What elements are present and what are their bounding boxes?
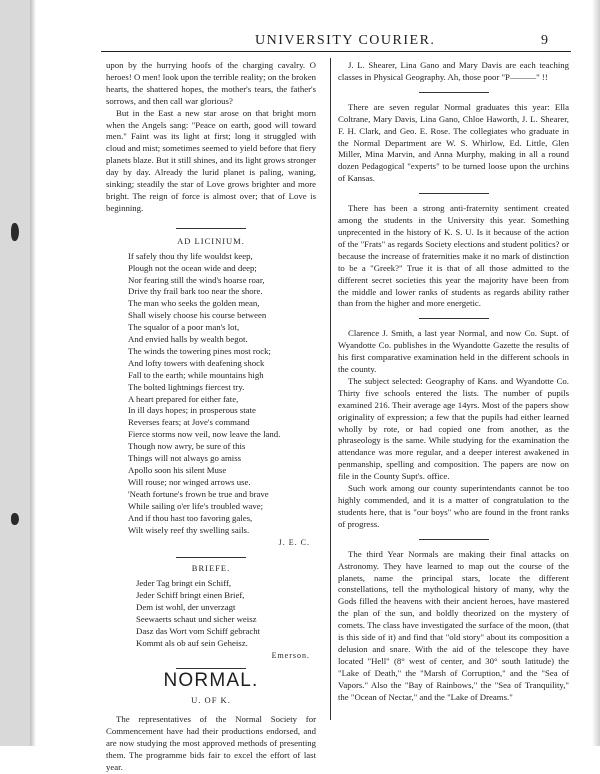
poem-line: Jeder Schiff bringt einen Brief, xyxy=(136,590,245,601)
poem-line: Fierce storms now veil, now leave the land. xyxy=(128,429,281,440)
poem-line: While sailing o'er life's troubled wave; xyxy=(128,500,264,511)
poem-line: And lofty towers with deafening shock xyxy=(128,357,265,368)
poem-line: Dasz das Wort vom Schiff gebracht xyxy=(136,625,261,636)
poem-line: Kommt als ob auf sein Geheisz. xyxy=(136,637,248,648)
section-separator xyxy=(176,228,246,229)
news-paragraph: There has been a strong anti-fraternity sentiment created among the students in the University this year. Something unprecented in the history of K. S. U. Is it because of the action of the "Frats" as regards Society elections and student politics? or because the increase of fraternities make it no mark of distinction to be a "Greek?" True it is that of all those admitted to the different secret societies this year the majority have been from the middle and lower ranks of students as regards ability rather than from the higher and more energetic. xyxy=(338,203,569,309)
poem-line: Seewaerts schaut und sicher weisz xyxy=(136,613,257,624)
poem-line: The squalor of a poor man's lot, xyxy=(128,322,240,333)
poem-line: Will rouse; nor winged arrows use. xyxy=(128,476,251,487)
news-paragraph: There are seven regular Normal graduates this year: Ella Coltrane, Mary Davis, Lina Gano, Chloe Haworth, J. L. Shearer, F. H. Clark, and Geo. E. Rose. The collegiates who graduate in the Normal Department are W. S. Whirlow, Ed. Little, Glen Miller, Mina Marvin, and Anna Murphy, making in all a round dozen Pedagogical "experts" to be turned loose upon the urchins of Kansas. xyxy=(338,101,569,184)
poem-line: Though now awry, be sure of this xyxy=(128,441,246,452)
section-separator xyxy=(419,539,489,540)
right-column xyxy=(338,60,569,704)
poem-line: Things will not always go amiss xyxy=(128,453,242,464)
poem-line: The man who seeks the golden mean, xyxy=(128,298,260,309)
poem-line: Wilt wisely reef thy swelling sails. xyxy=(128,524,250,535)
binding-gutter xyxy=(0,0,30,746)
left-column xyxy=(106,60,316,774)
header-rule xyxy=(101,51,571,52)
page-edge-shadow xyxy=(592,0,600,746)
poem-lines xyxy=(106,578,316,649)
section-separator xyxy=(419,193,489,194)
poem-line: Plough not the ocean wide and deep; xyxy=(128,262,257,273)
news-paragraph: J. L. Shearer, Lina Gano and Mary Davis are each teaching classes in Physical Geography. Ah, those poor "P———" !! xyxy=(338,60,569,82)
poem-line: Apollo soon his silent Muse xyxy=(128,465,227,475)
section-separator xyxy=(176,668,246,669)
running-header: UNIVERSITY COURIER. xyxy=(255,33,436,48)
section-separator xyxy=(176,557,246,558)
poem-line: If safely thou thy life wouldst keep, xyxy=(128,250,253,261)
news-paragraph: The subject selected: Geography of Kans. and Wyandotte Co. Thirty five schools entered the lists. The number of pupils examined 216. Their average age 14yrs. Most of the papers show originality of expression; a few that the pupils had either learned wholly by rote, or had copied one from another, as the phraseology is the same. While studying for the examination the attendance was more regular, and a deeper interest awakened in penmanship, spelling and composition. The papers are now on file in the County Supt's. office. xyxy=(338,375,569,482)
poem-line: In ill days hopes; in prosperous state xyxy=(128,405,256,416)
section-separator xyxy=(419,318,489,319)
poem-line: The bolted lightnings fiercest try. xyxy=(128,381,245,392)
section-heading: NORMAL. xyxy=(163,669,259,691)
poem-line: Fall to the earth; while mountains high xyxy=(128,369,264,380)
binding-hole-mark xyxy=(11,513,19,525)
poem-title: AD LICINIUM. xyxy=(177,235,245,246)
poem-line: Drive thy frail bark too near the shore. xyxy=(128,286,263,297)
section-subheading: U. OF K. xyxy=(191,694,231,705)
poem-line: Nor fearing still the wind's hoarse roar, xyxy=(128,274,265,285)
intro-paragraph: upon by the hurrying hoofs of the charging cavalry. O heroes! O men! look upon the terrible reality; on the broken hearts, the shattered hopes, the mother's tears, the father's sorrows, and then call war glorious? xyxy=(106,60,316,106)
intro-paragraph: But in the East a new star arose on that bright morn when the Angels sang: "Peace on earth, good will toward men." Faint was its light at first; long it struggled with cloud and mist; sometimes seemed to yield before that fiery planets blaze. But it still shines, and its light grows stronger day by day. Already the lurid planet is paling, waning, sinking; steadily the star of Love grows brighter and more bright. The reign of force is almost over; that of Love is beginning. xyxy=(106,107,316,213)
poem-line: And envied halls by wealth begot. xyxy=(128,334,248,345)
news-paragraph: Such work among our county superintendants cannot be too highly commended, and it is a matter of congratulation to the students here, that is "our boys" who are found in the front ranks of progress. xyxy=(338,483,569,529)
poem-title: BRIEFE. xyxy=(191,563,231,574)
normal-paragraph: The representatives of the Normal Society for Commencement have had their productions endorsed, and are now studying the most approved methods of presenting them. The programme bids fair to excel the effort of last year. xyxy=(106,714,316,773)
gutter-shadow xyxy=(30,0,36,746)
poem-line: Reverses fears; at Jove's command xyxy=(128,417,250,428)
poem-line: And if thou hast too favoring gales, xyxy=(128,512,253,523)
poem-line: Jeder Tag bringt ein Schiff, xyxy=(136,578,232,589)
column-divider xyxy=(330,58,331,720)
poem-line: Dem ist wohl, der unverzagt xyxy=(136,602,236,613)
poem-line: The winds the towering pines most rock; xyxy=(128,345,271,356)
poem-lines xyxy=(106,251,316,537)
poem-signature: Emerson. xyxy=(271,650,310,660)
section-separator xyxy=(419,92,489,93)
poem-line: 'Neath fortune's frown be true and brave xyxy=(128,488,269,499)
poem-signature: J. E. C. xyxy=(278,538,310,548)
poem-line: Shall wisely choose his course between xyxy=(128,310,267,321)
poem-line: A heart prepared for either fate, xyxy=(128,393,239,404)
page-number: 9 xyxy=(541,33,548,48)
news-paragraph: Clarence J. Smith, a last year Normal, and now Co. Supt. of Wyandotte Co. publishes in the Wyandotte Gazette the results of his first comparative examination held in the different schools in the county. xyxy=(338,328,569,375)
news-paragraph: The third Year Normals are making their final attacks on Astronomy. They have learned to map out the course of the planets, name the principal stars, locate the different constellations, tell the mythological history of many, why the Gods filled the heavens with their ancient heroes, have mastered the plan of the sun, and boldly theorized on the mystery of comets. The class have investigated the surface of the moon, (that is this side of it) and find that "old story" about its composition a delusion and snare. With the aid of the telescope they have located "Hell" (8° west of center, and 30° south latitude) the "Lake of Death," the "Marsh of Corruption," and the "Sea of Vapors." Also the "Bay of Rainbows," the "Sea of Tranquility," the "Ocean of Nectar," and the "Lake of Dreams." xyxy=(338,548,569,702)
binding-hole-mark xyxy=(11,223,19,241)
